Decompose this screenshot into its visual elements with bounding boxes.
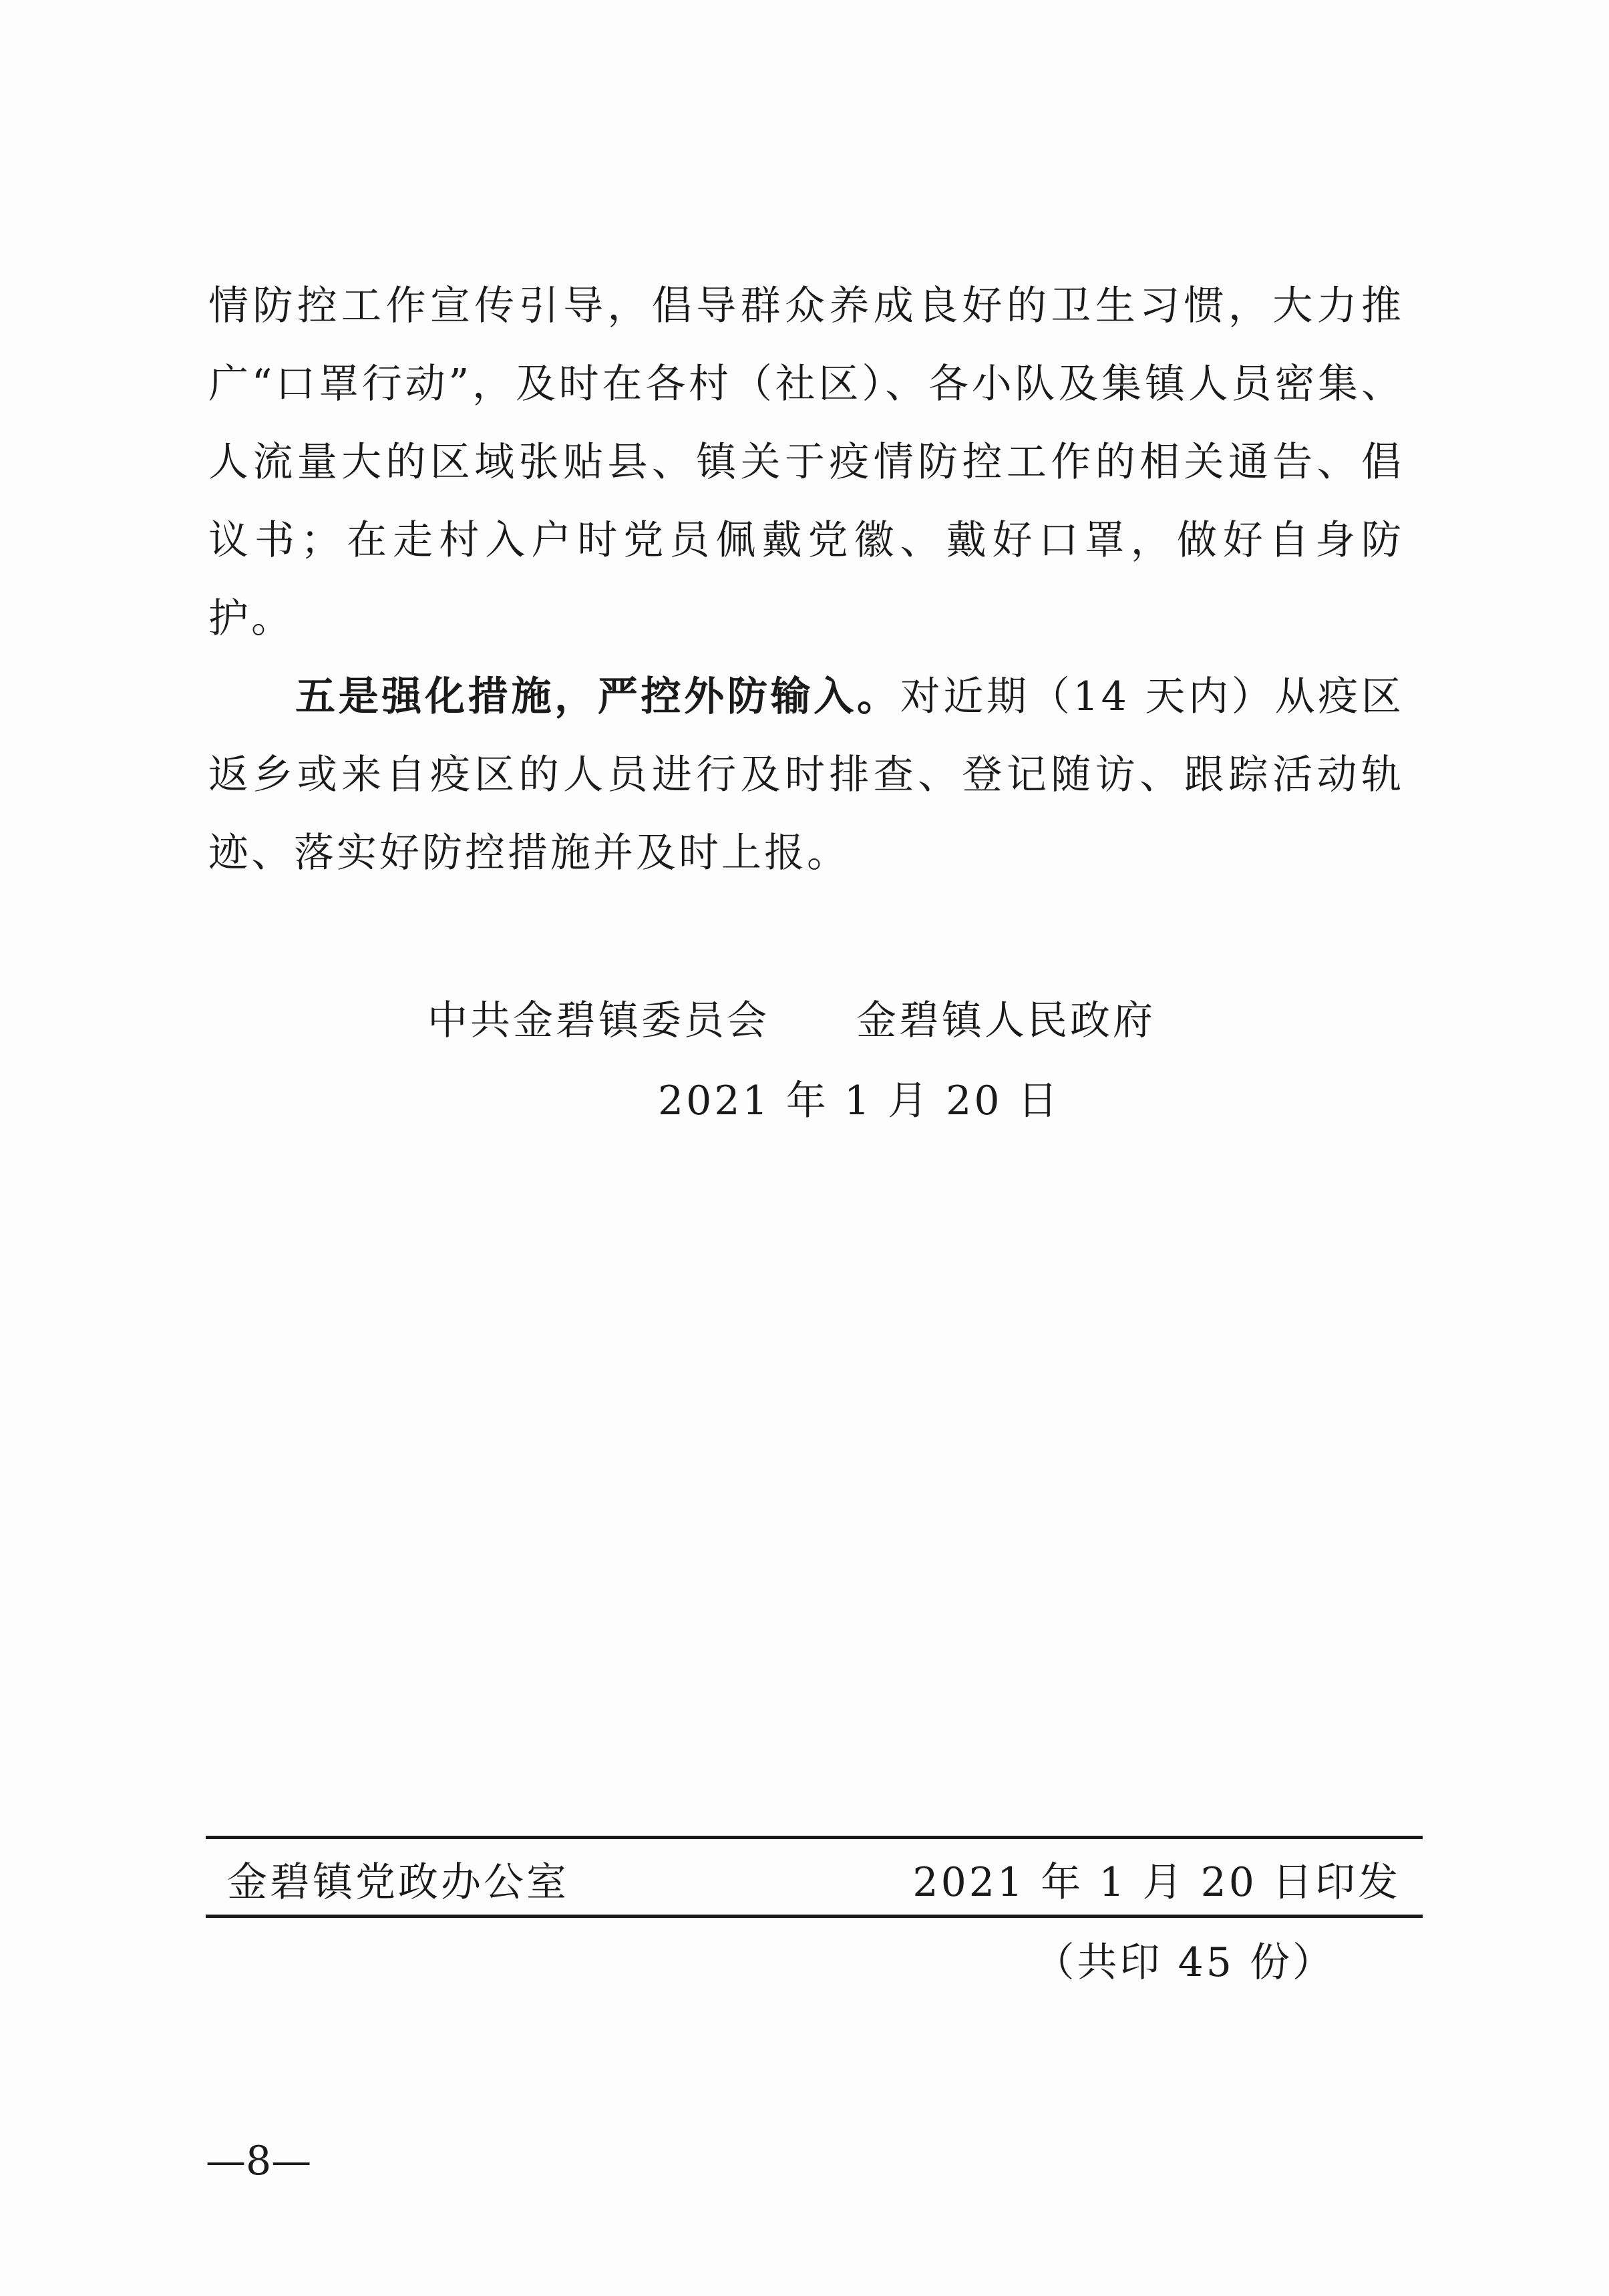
footer-issuer: 金碧镇党政办公室 bbox=[227, 1859, 569, 1906]
signature-org-government: 金碧镇人民政府 bbox=[856, 997, 1155, 1044]
signature-organizations bbox=[427, 989, 1155, 1046]
footer-copies: （共印 45 份） bbox=[1034, 1939, 1335, 1986]
body-text bbox=[208, 267, 1404, 892]
paragraph-publicity-text: 情防控工作宣传引导，倡导群众养成良好的卫生习惯，大力推广“口罩行动”，及时在各村（社区）、各小队及集镇人员密集、人流量大的区域张贴县、镇关于疫情防控工作的相关通告、倡议书；在走村入户时党员佩戴党徽、戴好口罩，做好自身防护。 bbox=[208, 283, 1404, 642]
paragraph-publicity bbox=[208, 267, 1404, 658]
paragraph-measures-heading: 五是强化措施，严控外防输入。 bbox=[295, 673, 900, 720]
footer-issue-date: 2021 年 1 月 20 日印发 bbox=[912, 1859, 1401, 1906]
page-number: —8— bbox=[206, 2138, 312, 2184]
paragraph-measures-text: 对近期（14 天内）从疫区返乡或来自疫区的人员进行及时排查、登记随访、跟踪活动轨迹、落实好防控措施并及时上报。 bbox=[208, 673, 1404, 876]
footer-top-rule bbox=[206, 1836, 1423, 1839]
paragraph-measures bbox=[208, 658, 1404, 892]
signature-org-party-committee: 中共金碧镇委员会 bbox=[427, 997, 769, 1044]
signature-date: 2021 年 1 月 20 日 bbox=[658, 1078, 1061, 1124]
footer-bottom-rule bbox=[206, 1915, 1423, 1918]
